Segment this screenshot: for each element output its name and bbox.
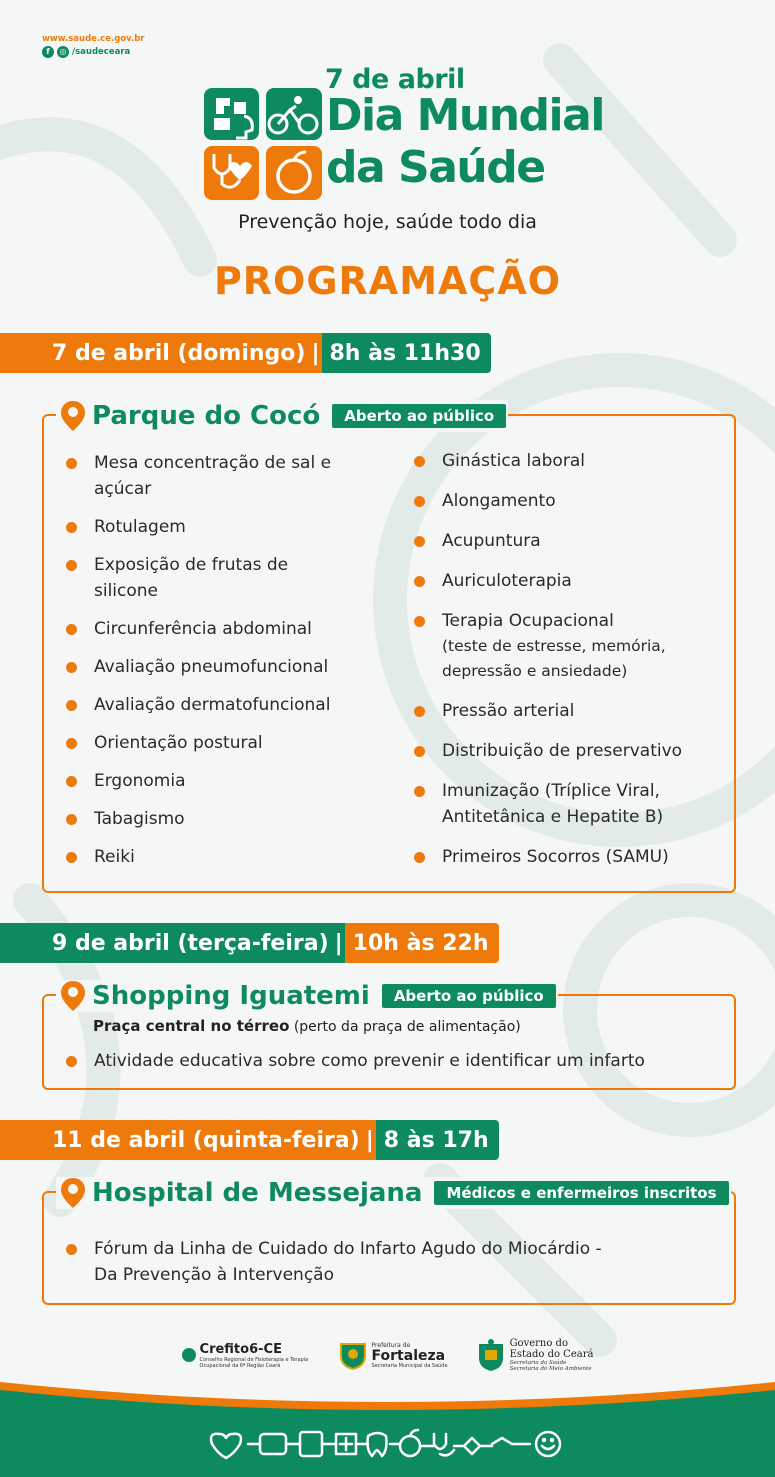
list-item: Rotulagem [66, 514, 346, 540]
bullet-dot [66, 560, 77, 571]
bullet-dot [66, 458, 77, 469]
bone-icon [492, 1438, 512, 1444]
location-pin-icon [60, 1177, 86, 1209]
event-1-time: 8h às 11h30 [322, 333, 491, 373]
event-3-date: 11 de abril (quinta-feira) [0, 1120, 366, 1160]
event-2-date: 9 de abril (terça-feira) [0, 923, 335, 963]
stethoscope-icon [434, 1434, 454, 1455]
bullet-dot [66, 662, 77, 673]
event-3-time: 8 às 17h [376, 1120, 499, 1160]
instagram-icon[interactable]: ◎ [57, 46, 69, 58]
event-1-venue-header [56, 400, 508, 432]
list-item: Reiki [66, 844, 346, 870]
pill-icon [464, 1438, 480, 1454]
location-pin-icon [60, 980, 86, 1012]
list-item: Avaliação pneumofuncional [66, 654, 346, 680]
social-handle[interactable]: /saudeceara [72, 47, 131, 57]
bullet-dot [414, 496, 425, 507]
bullet-dot [66, 738, 77, 749]
section-title: PROGRAMAÇÃO [213, 259, 562, 303]
website-url[interactable]: www.saude.ce.gov.br [42, 34, 145, 44]
event-1-venue-name: Parque do Cocó [92, 401, 321, 431]
facebook-icon[interactable]: f [42, 46, 54, 58]
first-aid-icon [336, 1434, 356, 1454]
tablet-icon [260, 1434, 286, 1454]
bullet-dot [414, 456, 425, 467]
list-item: Circunferência abdominal [66, 616, 346, 642]
list-item: Atividade educativa sobre como prevenir e identificar um infarto [66, 1048, 726, 1074]
band-separator: | [335, 923, 345, 963]
health-icons-logo [204, 88, 322, 200]
heart-icon [211, 1434, 241, 1458]
bullet-dot [66, 1244, 77, 1255]
tagline: Prevenção hoje, saúde todo dia [238, 211, 537, 233]
header-date: 7 de abril [325, 64, 465, 95]
location-pin-icon [60, 400, 86, 432]
list-item: Avaliação dermatofuncional [66, 692, 346, 718]
list-item: Terapia Ocupacional (teste de estresse, memória, depressão e ansiedade) [414, 608, 714, 684]
list-item: Mesa concentração de sal e açúcar [66, 450, 346, 502]
bullet-dot [66, 624, 77, 635]
list-item: Imunização (Tríplice Viral, Antitetânica e Hepatite B) [414, 778, 712, 830]
bullet-dot [414, 616, 425, 627]
list-item: Ginástica laboral [414, 448, 714, 474]
event-2-date-band [0, 923, 499, 963]
bullet-dot [66, 522, 77, 533]
event-3-date-band [0, 1120, 499, 1160]
footer-health-icons [0, 1424, 775, 1464]
list-item: Acupuntura [414, 528, 714, 554]
list-item: Primeiros Socorros (SAMU) [414, 844, 714, 870]
event-1-date: 7 de abril (domingo) [0, 333, 311, 373]
prefeitura-logo: Prefeitura de Fortaleza Secretaria Municipal da Saúde [338, 1340, 448, 1370]
event-2-place-note: (perto da praça de alimentação) [293, 1019, 521, 1035]
ceara-coat-of-arms-icon [476, 1338, 506, 1372]
bullet-dot [414, 576, 425, 587]
crefito-logo: Crefito6-CE Conselho Regional de Fisioterapia e Terapia Ocupacional da 6ª Região Ceará [182, 1342, 310, 1369]
title-line-1: Dia Mundial [326, 90, 604, 141]
bullet-dot [66, 852, 77, 863]
event-2-list [66, 1048, 726, 1074]
crefito-emblem-icon [182, 1348, 196, 1362]
list-item: Auriculoterapia [414, 568, 714, 594]
page-title [326, 90, 604, 194]
social-links [42, 46, 130, 58]
bullet-dot [414, 706, 425, 717]
list-item-note: (teste de estresse, memória, depressão e ansiedade) [442, 637, 666, 680]
event-3-venue-name: Hospital de Messejana [92, 1178, 423, 1208]
band-separator: | [366, 1120, 376, 1160]
list-item: Alongamento [414, 488, 714, 514]
event-1-left-list [66, 450, 346, 870]
bullet-dot [66, 776, 77, 787]
bullet-dot [414, 746, 425, 757]
governo-ceara-logo: Governo do Estado do Ceará Secretaria da Saúde Secretaria do Meio Ambiente [476, 1338, 594, 1372]
bullet-dot [414, 536, 425, 547]
list-item: Pressão arterial [414, 698, 714, 724]
bullet-dot [66, 1056, 77, 1067]
event-2-venue-header [56, 980, 558, 1012]
partner-logos [0, 1338, 775, 1372]
event-2-access-tag: Aberto ao público [382, 984, 556, 1008]
band-separator: | [311, 333, 321, 373]
event-1-access-tag: Aberto ao público [332, 404, 506, 428]
event-2-venue-name: Shopping Iguatemi [92, 981, 370, 1011]
event-2-place-name: Praça central no térreo [93, 1017, 290, 1035]
event-1-right-list [414, 448, 714, 870]
list-item: Ergonomia [66, 768, 346, 794]
tooth-icon [368, 1433, 387, 1456]
event-3-access-tag: Médicos e enfermeiros inscritos [434, 1181, 728, 1205]
list-item: Distribuição de preservativo [414, 738, 714, 764]
bullet-dot [66, 814, 77, 825]
event-2-time: 10h às 22h [345, 923, 499, 963]
event-1-date-band [0, 333, 491, 373]
bullet-dot [66, 700, 77, 711]
event-3-venue-header [56, 1177, 731, 1209]
title-line-2: da Saúde [326, 142, 545, 193]
bullet-dot [414, 852, 425, 863]
fortaleza-crest-icon [338, 1340, 368, 1370]
list-item: Orientação postural [66, 730, 346, 756]
clipboard-icon [300, 1432, 322, 1456]
smile-icon [536, 1432, 560, 1456]
list-item: Exposição de frutas de silicone [66, 552, 334, 604]
bullet-dot [414, 786, 425, 797]
event-2-place [93, 1017, 521, 1035]
list-item: Tabagismo [66, 806, 346, 832]
list-item: Fórum da Linha de Cuidado do Infarto Agudo do Miocárdio - Da Prevenção à Intervenção [66, 1236, 626, 1288]
event-3-list [66, 1236, 626, 1288]
apple-icon [400, 1436, 420, 1456]
